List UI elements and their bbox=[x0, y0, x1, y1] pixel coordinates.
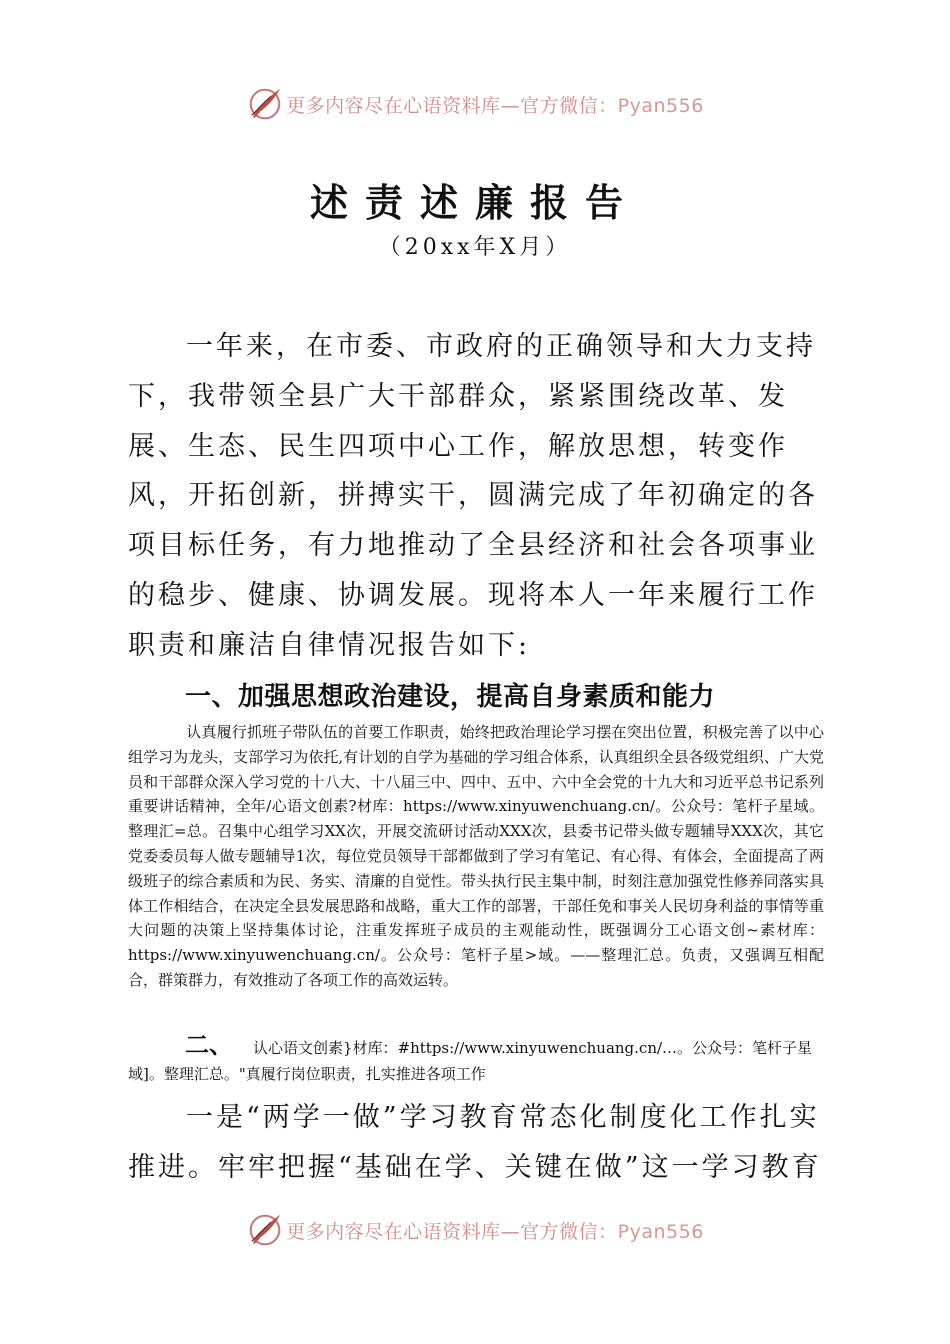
header-banner bbox=[0, 84, 950, 124]
section-2-heading: 二、 认心语文创素}材库：#https://www.xinyuwenchuang.cn/…。公众号：笔杆子星域]。整理汇总。"真履行岗位职责，扎实推进各项工作 bbox=[128, 1031, 813, 1083]
section-2-body: 一是“两学一做”学习教育常态化制度化工作扎实推进。牢牢把握“基础在学、关键在做”这一学习教育 bbox=[128, 1102, 822, 1183]
intro-paragraph: 一年来，在市委、市政府的正确领导和大力支持下，我带领全县广大干部群众，紧紧围绕改革、发展、生态、民生四项中心工作，解放思想，转变作风，开拓创新，拼搏实干，圆满完成了年初确定的各项目标任务，有力地推动了全县经济和社会各项事业的稳步、健康、协调发展。现将本人一年来履行工作职责和廉洁自律情况报告如下: bbox=[128, 331, 818, 661]
section-1-heading: 一、加强思想政治建设，提高自身素质和能力 bbox=[185, 682, 716, 712]
quill-logo-icon bbox=[246, 85, 284, 123]
section-1-body: 认真履行抓班子带队伍的首要工作职责，始终把政治理论学习摆在突出位置，积极完善了以中心组学习为龙头，支部学习为依托,有计划的自学为基础的学习组合体系，认真组织全县各级党组织、广大党员和干部群众深入学习党的十八大、十八届三中、四中、五中、六中全会党的十九大和习近平总书记系列重要讲话精神，全年/心语文创素?材库：https://www.xinyuwenchuang.cn/。公众号：笔杆子星域。整理汇=总。召集中心组学习XX次，开展交流研讨活动XXX次，县委书记带头做专题辅导XXX次，其它党委委员每人做专题辅导1次，每位党员领导干部都做到了学习有笔记、有心得、有体会，全面提高了两级班子的综合素质和为民、务实、清廉的自觉性。带头执行民主集中制，时刻注意加强党性修养同落实具体工作相结合，在决定全县发展思路和战略，重大工作的部署，干部任免和事关人民切身利益的事情等重大问题的决策上坚持集体讨论，注重发挥班子成员的主观能动性，既强调分工心语文创~素材库：https://www.xinyuwenchuang.cn/。公众号：笔杆子星>域。——整理汇总。负责，又强调互相配合，群策群力，有效推动了各项工作的高效运转。 bbox=[128, 723, 824, 989]
report-date: （20xx年X月） bbox=[378, 235, 572, 260]
section-2-number: 二、 bbox=[185, 1031, 233, 1059]
footer-banner bbox=[0, 1210, 950, 1250]
page-title: 述责述廉报告 bbox=[309, 181, 640, 225]
banner-text: 更多内容尽在心语资料库—官方微信：Pyan556 bbox=[286, 1220, 704, 1243]
quill-logo-icon bbox=[246, 1211, 284, 1249]
banner-text: 更多内容尽在心语资料库—官方微信：Pyan556 bbox=[286, 94, 704, 117]
